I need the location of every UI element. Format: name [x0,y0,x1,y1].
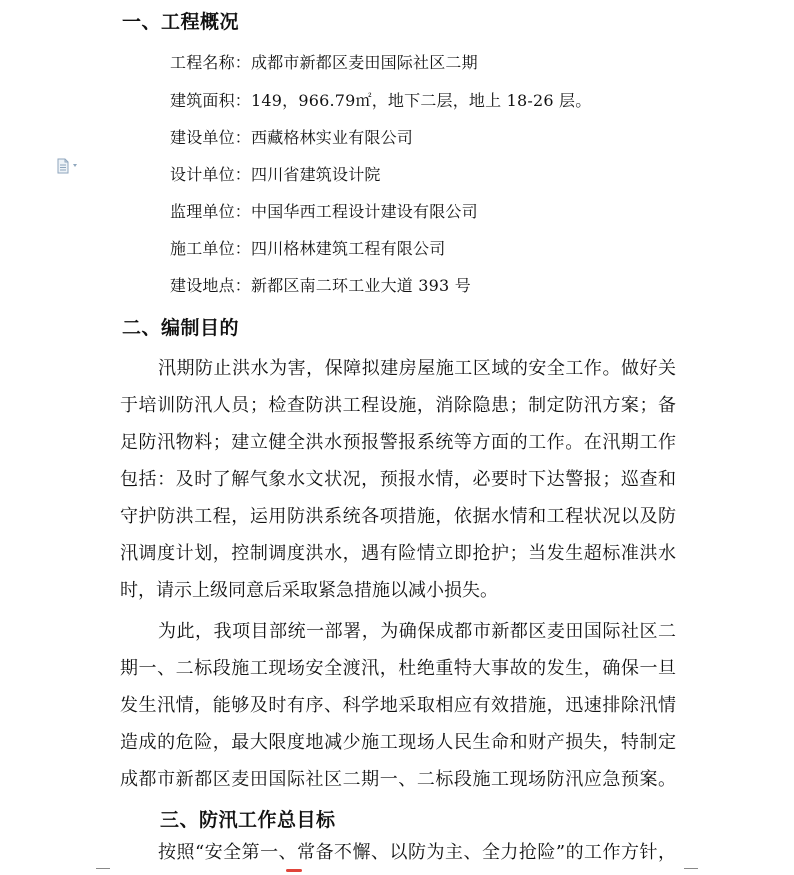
page-break-mark [96,868,110,869]
info-contractor: 施工单位：四川格林建筑工程有限公司 [170,239,446,258]
info-project-name: 工程名称：成都市新都区麦田国际社区二期 [170,53,478,72]
info-designer: 设计单位：四川省建筑设计院 [170,165,381,184]
paragraph-line: 为此，我项目部统一部署，为确保成都市新都区麦田国际社区二 [158,621,676,642]
paragraph-line: 成都市新都区麦田国际社区二期一、二标段施工现场防汛应急预案。 [120,769,676,790]
spellcheck-mark [286,869,302,872]
paragraph-line: 汛期防止洪水为害，保障拟建房屋施工区域的安全工作。做好关 [158,358,676,379]
section-heading-purpose: 二、编制目的 [122,317,240,339]
page-break-mark [684,868,698,869]
info-developer: 建设单位：西藏格林实业有限公司 [170,128,414,147]
paragraph-line: 足防汛物料；建立健全洪水预报警报系统等方面的工作。在汛期工作 [120,432,676,453]
paragraph-line: 汛调度计划，控制调度洪水，遇有险情立即抢护；当发生超标准洪水 [120,543,676,564]
paragraph-line: 包括：及时了解气象水文状况，预报水情，必要时下达警报；巡查和 [120,469,676,490]
paragraph-line: 按照“安全第一、常备不懈、以防为主、全力抢险”的工作方针， [158,842,676,863]
paragraph-line: 发生汛情，能够及时有序、科学地采取相应有效措施，迅速排除汛情 [120,695,676,716]
paragraph-line: 守护防洪工程，运用防洪系统各项措施，依据水情和工程状况以及防 [120,506,676,527]
info-supervisor: 监理单位：中国华西工程设计建设有限公司 [170,202,478,221]
paragraph-line: 时，请示上级同意后采取紧急措施以减小损失。 [120,580,498,601]
info-building-area: 建筑面积：149，966.79㎡，地下二层，地上 18-26 层。 [170,91,592,110]
section-heading-goal: 三、防汛工作总目标 [160,809,336,831]
paragraph-line: 造成的危险，最大限度地减少施工现场人民生命和财产损失，特制定 [120,732,676,753]
section-heading-overview: 一、工程概况 [122,11,240,33]
document-icon[interactable] [56,158,80,174]
paragraph-line: 于培训防汛人员；检查防洪工程设施，消除隐患；制定防汛方案；备 [120,395,676,416]
info-location: 建设地点：新都区南二环工业大道 393 号 [170,276,471,295]
paragraph-line: 期一、二标段施工现场安全渡汛，杜绝重特大事故的发生，确保一旦 [120,658,676,679]
